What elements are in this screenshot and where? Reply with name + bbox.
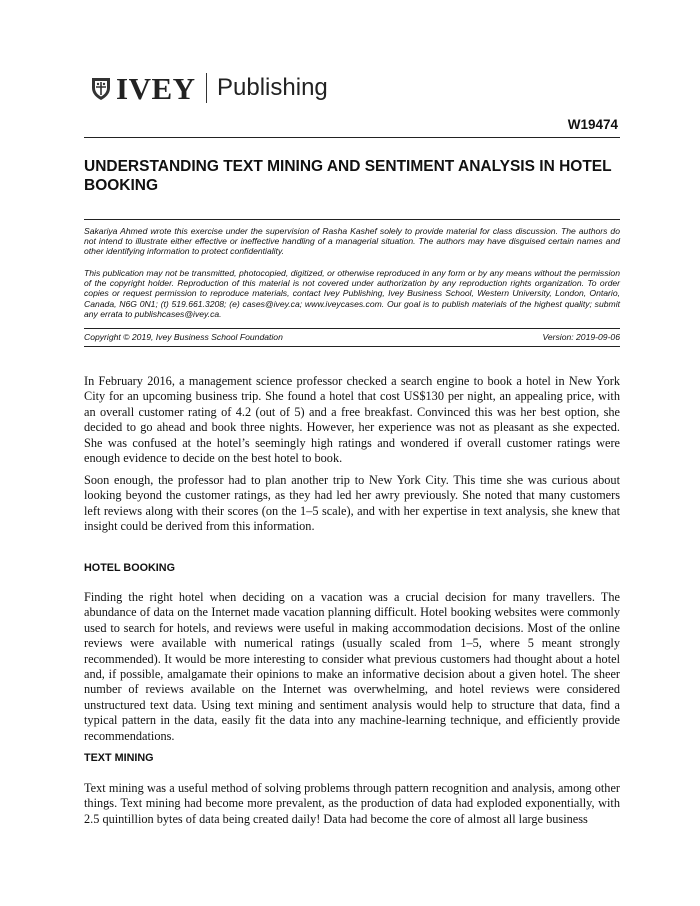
meta-rule-bottom <box>84 346 620 347</box>
meta-rule-top <box>84 328 620 329</box>
brand-name: IVEY <box>116 70 196 106</box>
document-title: UNDERSTANDING TEXT MINING AND SENTIMENT ANALYSIS IN HOTEL BOOKING <box>84 158 612 194</box>
version-line: Version: 2019-09-06 <box>542 332 620 342</box>
publisher-name: Publishing <box>217 74 328 101</box>
intro-paragraph-2: Soon enough, the professor had to plan another trip to New York City. This time she was curious about looking beyond the customer ratings, as they had led her awry previously. She noted that many customers left reviews along with their scores (on the 1–5 scale), and with her expertise in text analysis, she knew that insight could be derived from this information. <box>84 473 620 534</box>
section-heading-text-mining: TEXT MINING <box>84 752 154 764</box>
authorship-notice: Sakariya Ahmed wrote this exercise under the supervision of Rasha Kashef solely to provide material for class discussion. The authors do not intend to illustrate either effective or ineffective handling of a managerial situation. The authors may have disguised certain names and other identifying information to protect confidentiality. <box>84 226 620 257</box>
text-mining-paragraph: Text mining was a useful method of solving problems through pattern recognition and analysis, among other things. Text mining had become more prevalent, as the production of data had exploded exponentially, with 2.5 quintillion bytes of data being created daily! Data had become the core of almost all large business <box>84 781 620 826</box>
permissions-notice: This publication may not be transmitted, photocopied, digitized, or otherwise reproduced in any form or by any means without the permission of the copyright holder. Reproduction of this material is not covered under authorization by any reproduction rights organization. To order copies or request permission to reproduce materials, contact Ivey Publishing, Ivey Business School, Western University, London, Ontario, Canada, N6G 0N1; (t) 519.661.3208; (e) cases@ivey.ca; www.iveycases.com. Our goal is to publish materials of the highest quality; submit any errata to publishcases@ivey.ca. <box>84 268 620 319</box>
title-rule <box>84 219 620 220</box>
crest-icon <box>90 75 112 101</box>
copyright-line: Copyright © 2019, Ivey Business School Foundation <box>84 332 283 342</box>
top-rule <box>84 137 620 138</box>
case-number: W19474 <box>567 117 618 132</box>
section-heading-hotel-booking: HOTEL BOOKING <box>84 562 175 574</box>
hotel-booking-paragraph: Finding the right hotel when deciding on a vacation was a crucial decision for many travellers. The abundance of data on the Internet made vacation planning difficult. Hotel booking websites were commonly used to search for hotels, and reviews were useful in making accommodation decisions. Most of the online reviews were available with numerical ratings (usually scaled from 1–5, where 5 meant strongly recommended). It would be more interesting to consider what previous customers had thought about a hotel and, if possible, amalgamate their opinions to make an informative decision about a given hotel. The sheer number of reviews available on the Internet was overwhelming, and hotel reviews were considered unstructured text data. Using text mining and sentiment analysis would help to structure that data, find a typical pattern in the data, easily fit the data into any machine-learning technique, and efficiently provide recommendations. <box>84 590 620 743</box>
logo-divider <box>206 73 208 103</box>
ivey-publishing-logo <box>90 70 328 106</box>
intro-paragraph-1: In February 2016, a management science professor checked a search engine to book a hotel in New York City for an upcoming business trip. She found a hotel that cost US$130 per night, an appealing price, with an overall customer rating of 4.2 (out of 5) and a free breakfast. Convinced this was her best option, she decided to go ahead and book three nights. However, her experience was not as pleasant as she expected. She was confused at the hotel’s seemingly high ratings and wondered if overall customer ratings were enough evidence to decide on the best hotel to book. <box>84 374 620 466</box>
